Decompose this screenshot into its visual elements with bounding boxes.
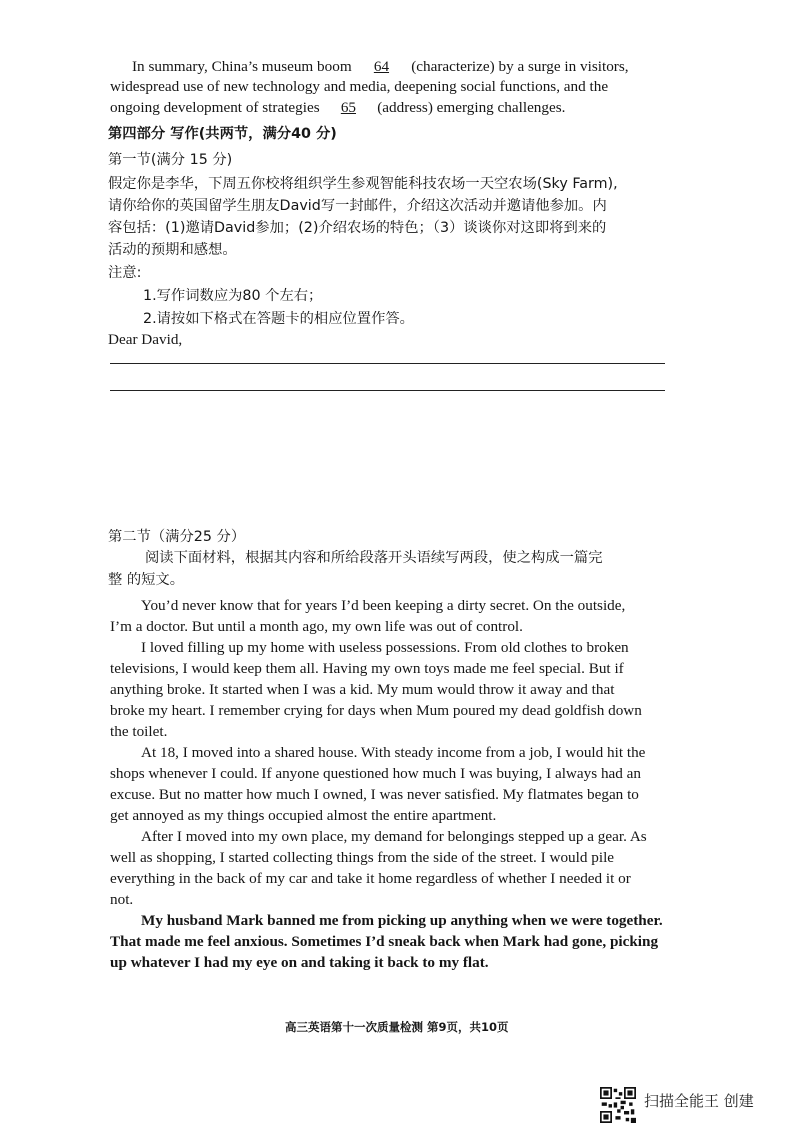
story-line: shops whenever I could. If anyone questioned how much I was buying, I always had an — [110, 765, 642, 782]
note-1: 1.写作词数应为80 个左右； — [143, 288, 323, 304]
section2-instruction-2: 整 的短文。 — [108, 572, 185, 588]
story-line: the toilet. — [110, 723, 168, 740]
prompt-line-4: 活动的预期和感想。 — [108, 242, 237, 258]
story-line: televisions, I would keep them all. Having my own toys made me feel special. But if — [110, 660, 624, 677]
story-line: well as shopping, I started collecting things from the side of the street. I would pile — [110, 849, 615, 866]
story-line: After I moved into my own place, my demand for belongings stepped up a gear. As — [141, 828, 647, 845]
story-line: everything in the back of my car and take it home regardless of whether I needed it or — [110, 870, 631, 887]
section2-instruction-1: 阅读下面材料，根据其内容和所给段落开头语续写两段，使之构成一篇完 — [145, 550, 603, 566]
story-line: I’m a doctor. But until a month ago, my own life was out of control. — [110, 618, 523, 635]
story-line: You’d never know that for years I’d been keeping a dirty secret. On the outside, — [141, 597, 626, 614]
story-line: up whatever I had my eye on and taking it back to my flat. — [110, 954, 489, 971]
watermark-brand: 扫描全能王 创建 — [644, 1092, 754, 1110]
part4-heading: 第四部分 写作(共两节，满分40 分) — [108, 126, 337, 142]
story-line: I loved filling up my home with useless possessions. From old clothes to broken — [141, 639, 629, 656]
summary-line-3: ongoing development of strategies 65 (address) emerging challenges. — [110, 99, 566, 116]
blank-65: 65 — [340, 99, 357, 116]
story-line: broke my heart. I remember crying for days when Mum poured my dead goldfish down — [110, 702, 642, 719]
notes-label: 注意: — [108, 265, 142, 281]
qr-code-icon — [600, 1087, 636, 1123]
story-line: My husband Mark banned me from picking up anything when we were together. — [141, 912, 663, 929]
prompt-line-1: 假定你是李华，下周五你校将组织学生参观智能科技农场一天空农场(Sky Farm), — [108, 176, 618, 192]
section2-heading: 第二节（满分25 分） — [108, 529, 246, 545]
story-line: That made me feel anxious. Sometimes I’d sneak back when Mark had gone, picking — [110, 933, 659, 950]
answer-line-1 — [110, 363, 665, 364]
story-line: At 18, I moved into a shared house. With steady income from a job, I would hit the — [141, 744, 646, 761]
story-line: excuse. But no matter how much I owned, I was never satisfied. My flatmates began to — [110, 786, 639, 803]
prompt-line-2: 请你给你的英国留学生朋友David写一封邮件，介绍这次活动并邀请他参加。内 — [108, 198, 607, 214]
story-line: get annoyed as my things occupied almost the entire apartment. — [110, 807, 497, 824]
answer-line-2 — [110, 390, 665, 391]
salutation: Dear David, — [108, 331, 183, 348]
summary-line-1: In summary, China’s museum boom 64 (characterize) by a surge in visitors, — [132, 58, 629, 75]
story-line: not. — [110, 891, 134, 908]
story-line: anything broke. It started when I was a kid. My mum would throw it away and that — [110, 681, 615, 698]
note-2: 2.请按如下格式在答题卡的相应位置作答。 — [143, 311, 414, 327]
prompt-line-3: 容包括：(1)邀请David参加；(2)介绍农场的特色；（3）谈谈你对这即将到来的 — [108, 220, 607, 236]
blank-64: 64 — [373, 58, 390, 75]
section1-heading: 第一节(满分 15 分) — [108, 152, 233, 168]
page-footer: 高三英语第十一次质量检测 第9页，共10页 — [285, 1020, 509, 1034]
summary-line-2: widespread use of new technology and media, deepening social functions, and the — [110, 78, 609, 95]
